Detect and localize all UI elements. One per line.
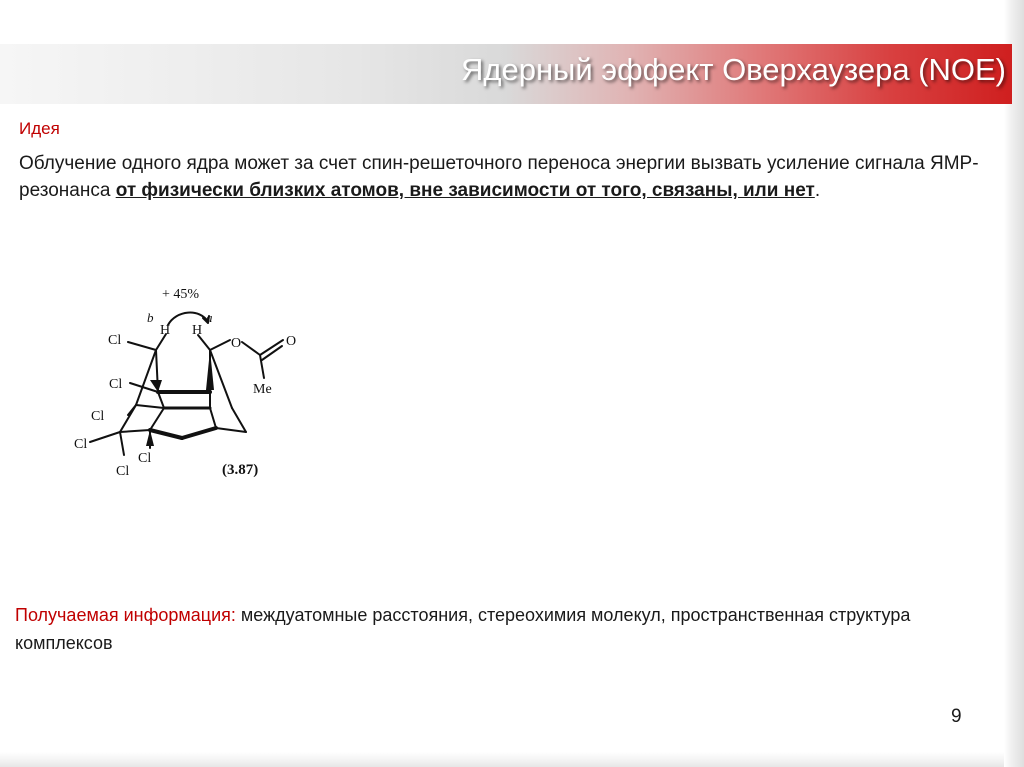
chlorine-6: Cl xyxy=(138,451,152,466)
slide-shadow-bottom xyxy=(0,752,1004,767)
proton-a-label: a xyxy=(206,310,213,325)
idea-text-emphasis: от физически близких атомов, вне зависимости от того, связаны, или нет xyxy=(115,180,815,201)
info-paragraph xyxy=(15,601,975,657)
info-text: междуатомные расстояния, стереохимия молекул, пространственная структура комплексов xyxy=(15,605,911,653)
chlorine-1: Cl xyxy=(108,333,122,348)
idea-text-end: . xyxy=(814,180,821,201)
hydrogen-b: H xyxy=(160,323,171,338)
hydrogen-a: H xyxy=(192,323,203,338)
ester-oxygen: O xyxy=(231,336,242,351)
chlorine-3: Cl xyxy=(91,409,105,424)
chlorine-5: Cl xyxy=(116,464,130,479)
noe-enhancement-label: + 45% xyxy=(162,287,200,302)
idea-text-start: Облучение одного ядра может за счет спин-решеточного переноса энергии вызвать усиление сигнала ЯМР-резонанса xyxy=(19,153,979,201)
page-number: 9 xyxy=(951,706,962,727)
slide-shadow-right xyxy=(1004,0,1024,767)
idea-paragraph xyxy=(19,150,994,204)
slide-title: Ядерный эффект Оверхаузера (NOE) xyxy=(460,52,1006,87)
carbonyl-oxygen: O xyxy=(286,334,297,349)
compound-number: (3.87) xyxy=(222,462,259,478)
info-label: Получаемая информация: xyxy=(15,605,236,625)
chlorine-2: Cl xyxy=(109,377,123,392)
idea-heading: Идея xyxy=(19,119,60,138)
chlorine-4: Cl xyxy=(74,437,88,452)
molecule-structure xyxy=(70,280,330,490)
proton-b-label: b xyxy=(147,310,154,325)
methyl-label: Me xyxy=(253,382,272,397)
